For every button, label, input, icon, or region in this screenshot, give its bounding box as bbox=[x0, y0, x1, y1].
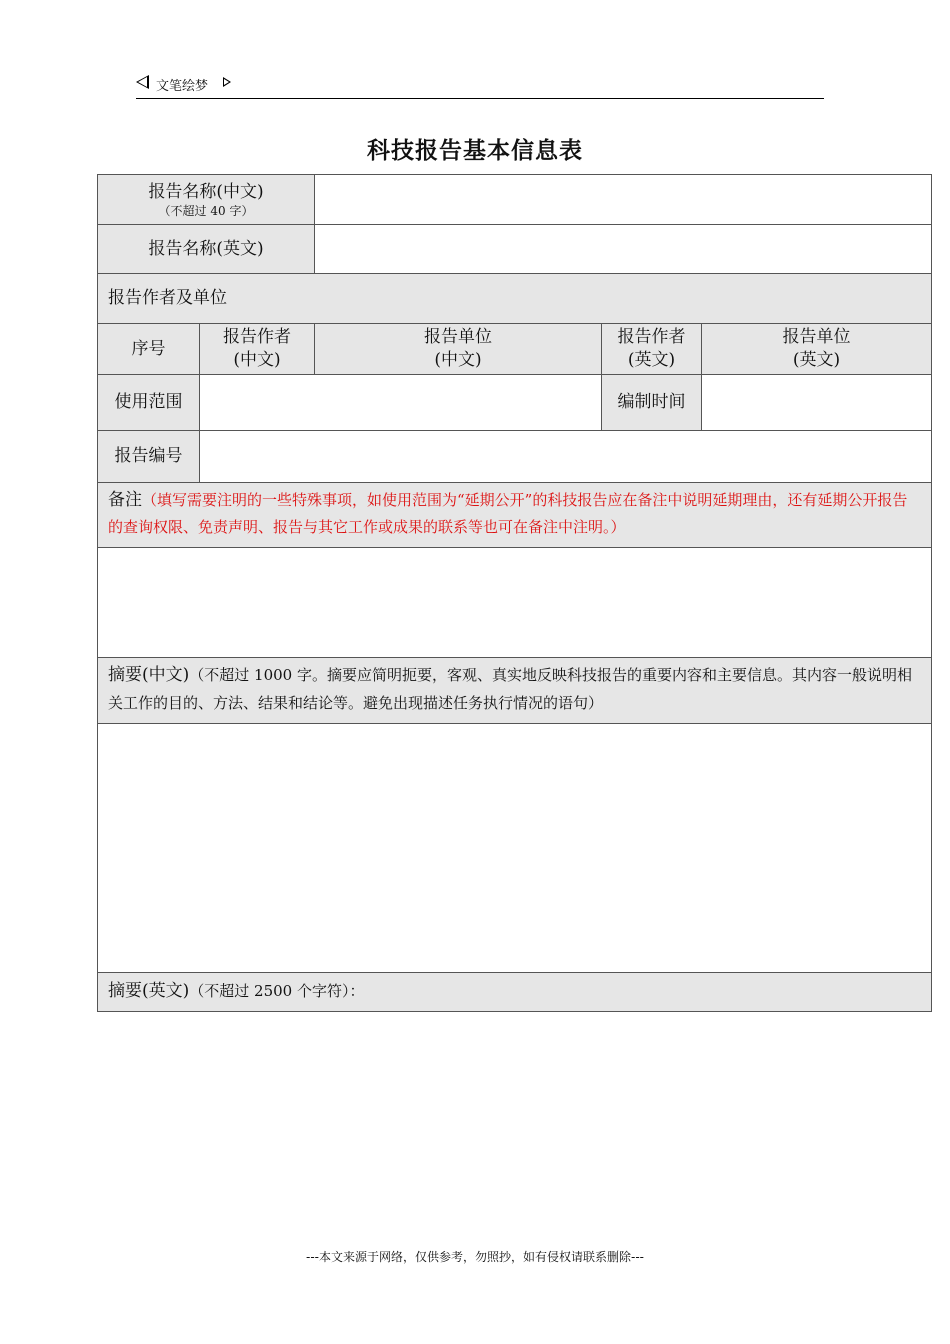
name-cn-note: （不超过 40 字） bbox=[158, 203, 254, 218]
page-footer: ---本文来源于网络，仅供参考，勿照抄，如有侵权请联系删除--- bbox=[306, 1250, 644, 1264]
remarks-label-cell bbox=[98, 483, 932, 548]
date-input[interactable] bbox=[702, 375, 932, 431]
col-unit-cn-header bbox=[315, 324, 602, 375]
row-authors-section bbox=[98, 274, 932, 324]
row-name-cn bbox=[98, 175, 932, 225]
remarks-note: （填写需要注明的一些特殊事项，如使用范围为“延期公开”的科技报告应在备注中说明延期理由，还有延期公开报告的查询权限、免责声明、报告与其它工作或成果的联系等也可在备注中注明。） bbox=[108, 491, 908, 537]
name-cn-label: 报告名称(中文) bbox=[148, 181, 264, 202]
remarks-input[interactable] bbox=[98, 548, 932, 658]
remarks-label: 备注 bbox=[108, 490, 142, 510]
abstract-en-note: （不超过 2500 个字符）： bbox=[189, 982, 365, 1001]
row-remarks-label bbox=[98, 483, 932, 548]
name-en-label: 报告名称(英文) bbox=[148, 238, 264, 259]
abstract-cn-input[interactable] bbox=[98, 723, 932, 972]
abstract-en-label-cell bbox=[98, 972, 932, 1011]
scope-input[interactable] bbox=[200, 375, 602, 431]
abstract-en-label: 摘要(英文) bbox=[108, 981, 190, 1002]
col-unit-en-line2: (英文) bbox=[792, 350, 841, 370]
col-unit-cn-line2: (中文) bbox=[434, 350, 482, 370]
col-author-cn-line2: (中文) bbox=[233, 350, 281, 370]
abstract-cn-label: 摘要(中文) bbox=[108, 665, 190, 686]
right-triangle-icon bbox=[223, 77, 231, 87]
row-abstract-cn-label bbox=[98, 658, 932, 723]
name-en-label-cell bbox=[98, 225, 315, 274]
row-number bbox=[98, 431, 932, 483]
scope-label: 使用范围 bbox=[98, 375, 200, 431]
row-scope-date bbox=[98, 375, 932, 431]
col-seq-header: 序号 bbox=[98, 324, 200, 375]
name-en-input[interactable] bbox=[315, 225, 932, 274]
col-unit-en-header bbox=[702, 324, 932, 375]
col-author-en-header bbox=[602, 324, 702, 375]
row-name-en bbox=[98, 225, 932, 274]
number-label: 报告编号 bbox=[98, 431, 200, 483]
col-author-en-line1: 报告作者 bbox=[617, 327, 686, 348]
col-author-cn-header bbox=[200, 324, 315, 375]
col-author-en-line2: (英文) bbox=[627, 350, 676, 370]
row-abstract-cn-input bbox=[98, 723, 932, 972]
abstract-cn-label-cell bbox=[98, 658, 932, 723]
col-author-cn-line1: 报告作者 bbox=[223, 327, 291, 348]
left-triangle-icon bbox=[136, 75, 149, 89]
number-input[interactable] bbox=[200, 431, 932, 483]
authors-section-label: 报告作者及单位 bbox=[98, 274, 932, 324]
row-abstract-en-label bbox=[98, 972, 932, 1011]
col-unit-en-line1: 报告单位 bbox=[782, 327, 851, 348]
abstract-cn-note: （不超过 1000 字。摘要应简明扼要，客观、真实地反映科技报告的重要内容和主要信息。其内容一般说明相关工作的目的、方法、结果和结论等。避免出现描述任务执行情况的语句） bbox=[108, 666, 912, 712]
row-remarks-input bbox=[98, 548, 932, 658]
col-unit-cn-line1: 报告单位 bbox=[424, 327, 493, 348]
page-title: 科技报告基本信息表 bbox=[367, 138, 583, 164]
report-info-table bbox=[97, 174, 932, 1012]
header-brand: 文笔绘梦 bbox=[156, 79, 209, 94]
name-cn-label-cell bbox=[98, 175, 315, 225]
page-header bbox=[136, 72, 824, 99]
row-author-headers bbox=[98, 324, 932, 375]
date-label: 编制时间 bbox=[602, 375, 702, 431]
name-cn-input[interactable] bbox=[315, 175, 932, 225]
